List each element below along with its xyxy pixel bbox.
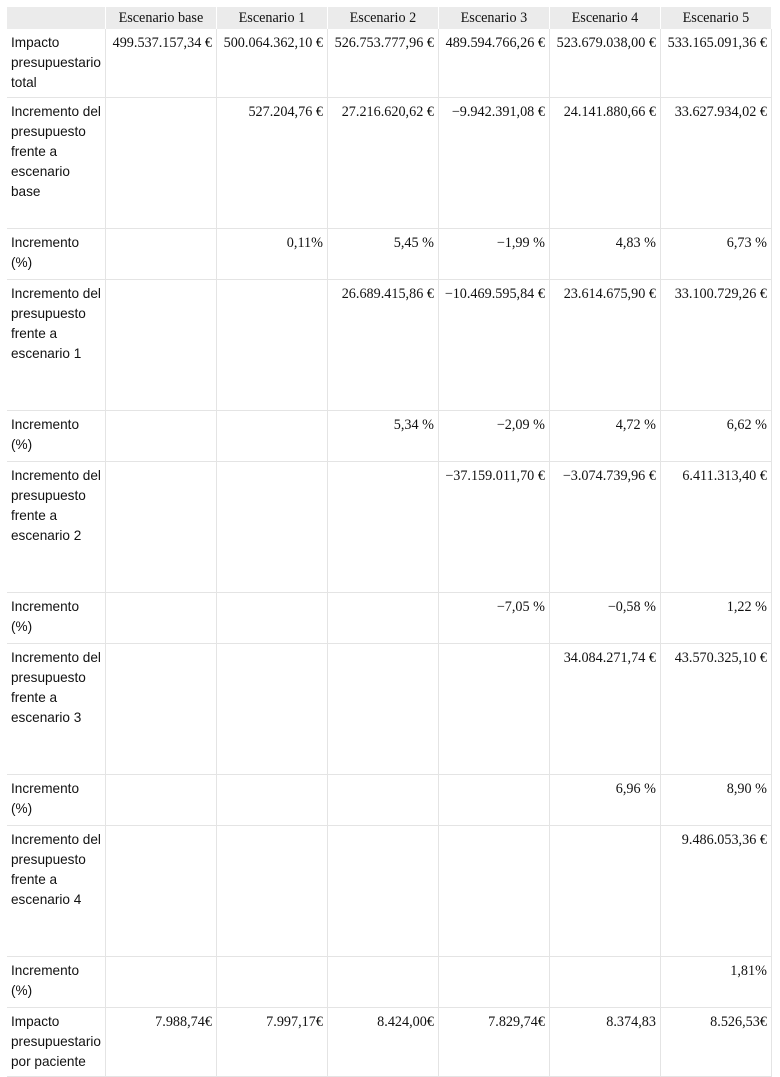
table-cell [105, 462, 216, 593]
table-cell: −10.469.595,84 € [438, 280, 549, 411]
table-row [7, 826, 771, 957]
table-row [7, 98, 771, 229]
table-cell [216, 462, 327, 593]
row-label: Incremento (%) [7, 775, 105, 826]
table-cell [216, 826, 327, 957]
table-cell [327, 957, 438, 1008]
table-cell: 1,22 % [660, 593, 771, 644]
table-row [7, 462, 771, 593]
budget-impact-table [7, 7, 772, 1077]
table-cell [327, 462, 438, 593]
row-label: Impacto presupuestario por paciente [7, 1008, 105, 1077]
table-cell [105, 411, 216, 462]
header-cell-escenario-base: Escenario base [105, 7, 216, 29]
table-row [7, 411, 771, 462]
table-cell [105, 280, 216, 411]
table-cell [549, 957, 660, 1008]
table-row [7, 644, 771, 775]
table-cell: 6,73 % [660, 229, 771, 280]
header-cell-escenario-1: Escenario 1 [216, 7, 327, 29]
table-cell [438, 644, 549, 775]
table-cell [105, 957, 216, 1008]
header-row [7, 7, 771, 29]
table-cell: 6.411.313,40 € [660, 462, 771, 593]
table-cell: 0,11% [216, 229, 327, 280]
table-cell: 9.486.053,36 € [660, 826, 771, 957]
table-cell: −3.074.739,96 € [549, 462, 660, 593]
table-cell: 523.679.038,00 € [549, 29, 660, 98]
table-cell: 499.537.157,34 € [105, 29, 216, 98]
table-cell [216, 957, 327, 1008]
row-label: Incremento (%) [7, 957, 105, 1008]
table-cell: 8,90 % [660, 775, 771, 826]
table-cell: 5,45 % [327, 229, 438, 280]
table-cell: 6,62 % [660, 411, 771, 462]
table-cell: 7.829,74€ [438, 1008, 549, 1077]
table-cell [216, 593, 327, 644]
table-row [7, 29, 771, 98]
table-cell: 8.374,83 [549, 1008, 660, 1077]
table-cell: 8.424,00€ [327, 1008, 438, 1077]
row-label: Incremento del presupuesto frente a escenario 1 [7, 280, 105, 411]
table-cell: 7.988,74€ [105, 1008, 216, 1077]
table-cell [216, 411, 327, 462]
table-cell: 526.753.777,96 € [327, 29, 438, 98]
table-cell: 34.084.271,74 € [549, 644, 660, 775]
table-cell: −2,09 % [438, 411, 549, 462]
row-label: Incremento del presupuesto frente a escenario 4 [7, 826, 105, 957]
table-row [7, 1008, 771, 1077]
table-cell: 27.216.620,62 € [327, 98, 438, 229]
row-label: Impacto presupuestario total [7, 29, 105, 98]
header-cell-escenario-3: Escenario 3 [438, 7, 549, 29]
table-cell [327, 593, 438, 644]
table-cell [549, 826, 660, 957]
table-cell: −9.942.391,08 € [438, 98, 549, 229]
table-row [7, 593, 771, 644]
table-cell: 43.570.325,10 € [660, 644, 771, 775]
header-cell-escenario-2: Escenario 2 [327, 7, 438, 29]
table-cell: 527.204,76 € [216, 98, 327, 229]
header-cell [7, 7, 105, 29]
table-cell: 33.627.934,02 € [660, 98, 771, 229]
table-cell: 7.997,17€ [216, 1008, 327, 1077]
table-row [7, 957, 771, 1008]
table-cell [216, 280, 327, 411]
table-cell [216, 775, 327, 826]
table-row [7, 229, 771, 280]
table-cell: −37.159.011,70 € [438, 462, 549, 593]
table-cell [105, 644, 216, 775]
table-cell [327, 644, 438, 775]
table-cell: −1,99 % [438, 229, 549, 280]
table-cell: 26.689.415,86 € [327, 280, 438, 411]
table-cell: 500.064.362,10 € [216, 29, 327, 98]
table-cell: 8.526,53€ [660, 1008, 771, 1077]
table-cell [105, 98, 216, 229]
row-label: Incremento (%) [7, 593, 105, 644]
row-label: Incremento del presupuesto frente a escenario 3 [7, 644, 105, 775]
table-cell [216, 644, 327, 775]
table-cell [105, 593, 216, 644]
header-cell-escenario-4: Escenario 4 [549, 7, 660, 29]
table-cell [327, 826, 438, 957]
header-cell-escenario-5: Escenario 5 [660, 7, 771, 29]
row-label: Incremento del presupuesto frente a escenario 2 [7, 462, 105, 593]
table-cell [105, 229, 216, 280]
table-cell [105, 775, 216, 826]
table-cell [105, 826, 216, 957]
table-cell: 6,96 % [549, 775, 660, 826]
table-cell: 23.614.675,90 € [549, 280, 660, 411]
table-cell [327, 775, 438, 826]
table-cell: 4,72 % [549, 411, 660, 462]
table-cell: 1,81% [660, 957, 771, 1008]
table-cell: 5,34 % [327, 411, 438, 462]
table-cell: 4,83 % [549, 229, 660, 280]
row-label: Incremento (%) [7, 411, 105, 462]
table-cell: 489.594.766,26 € [438, 29, 549, 98]
table-cell: 24.141.880,66 € [549, 98, 660, 229]
table-cell: 533.165.091,36 € [660, 29, 771, 98]
row-label: Incremento del presupuesto frente a escenario base [7, 98, 105, 229]
table-cell [438, 957, 549, 1008]
table-row [7, 775, 771, 826]
table-cell [438, 775, 549, 826]
table-cell [438, 826, 549, 957]
table-cell: −0,58 % [549, 593, 660, 644]
table-cell: −7,05 % [438, 593, 549, 644]
table-cell: 33.100.729,26 € [660, 280, 771, 411]
table-row [7, 280, 771, 411]
row-label: Incremento (%) [7, 229, 105, 280]
